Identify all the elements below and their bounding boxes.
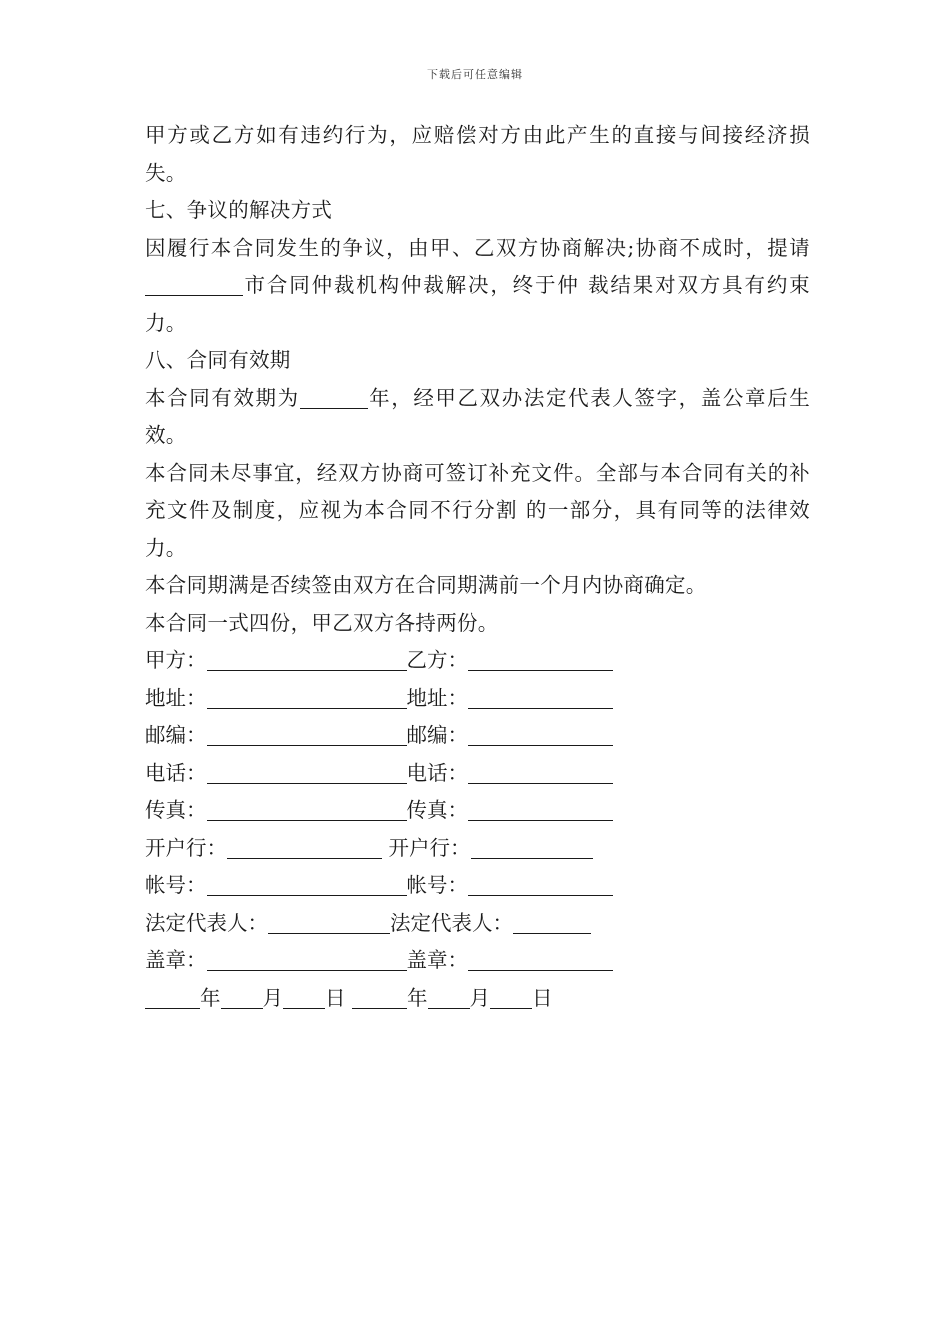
seal-a-label: 盖章：	[145, 948, 207, 972]
phone-a-label: 电话：	[145, 760, 207, 785]
postcode-a-blank[interactable]	[207, 723, 407, 746]
day-b-label: 日	[532, 985, 553, 1010]
field-row-phone	[145, 755, 810, 793]
field-row-bank	[145, 830, 810, 868]
field-row-seal	[145, 942, 810, 980]
validity-clause	[145, 380, 810, 455]
years-blank[interactable]	[300, 386, 368, 409]
dispute-clause	[145, 230, 810, 343]
month-a-blank[interactable]	[221, 986, 263, 1009]
bank-b-blank[interactable]	[471, 836, 593, 859]
month-b-label: 月	[469, 985, 491, 1010]
field-row-fax	[145, 792, 810, 830]
seal-b-blank[interactable]	[468, 948, 613, 971]
phone-a-blank[interactable]	[207, 761, 407, 784]
field-row-postcode	[145, 717, 810, 755]
breach-clause: 甲方或乙方如有违约行为，应赔偿对方由此产生的直接与间接经济损失。	[145, 123, 810, 185]
address-b-blank[interactable]	[468, 686, 613, 709]
fax-a-label: 传真：	[145, 798, 207, 822]
supplement-clause: 本合同未尽事宜，经双方协商可签订补充文件。全部与本合同有关的补充文件及制度，应视为本合同不行分割 的一部分，具有同等的法律效力。	[145, 460, 810, 560]
postcode-a-label: 邮编：	[145, 723, 207, 747]
address-a-label: 地址：	[145, 685, 207, 710]
fax-a-blank[interactable]	[207, 798, 407, 821]
account-a-label: 帐号：	[145, 873, 207, 897]
phone-b-label: 电话：	[406, 760, 468, 785]
bank-a-label: 开户行：	[145, 835, 227, 860]
city-blank[interactable]	[145, 273, 243, 296]
fax-b-label: 传真：	[406, 798, 468, 822]
seal-a-blank[interactable]	[207, 948, 407, 971]
year-a-blank[interactable]	[145, 986, 200, 1009]
validity-clause-text-b: 年，经甲乙双办法定代表人签字，盖公章后生效。	[145, 385, 810, 447]
address-a-blank[interactable]	[207, 686, 407, 709]
date-line	[145, 980, 810, 1018]
copies-clause: 本合同一式四份，甲乙双方各持两份。	[145, 610, 499, 635]
account-a-blank[interactable]	[207, 873, 407, 896]
account-b-label: 帐号：	[406, 873, 468, 897]
representative-a-label: 法定代表人：	[145, 910, 268, 935]
seal-b-label: 盖章：	[406, 948, 468, 972]
section-8-heading: 八、合同有效期	[145, 348, 291, 372]
representative-a-blank[interactable]	[268, 911, 390, 934]
contract-body	[145, 117, 810, 1017]
year-b-blank[interactable]	[352, 986, 407, 1009]
year-a-label: 年	[200, 985, 221, 1010]
postcode-b-blank[interactable]	[468, 723, 613, 746]
postcode-b-label: 邮编：	[406, 723, 468, 747]
field-row-party	[145, 642, 810, 680]
year-b-label: 年	[407, 985, 428, 1010]
party-a-label: 甲方：	[145, 648, 207, 672]
party-a-blank[interactable]	[207, 648, 407, 671]
dispute-clause-text-a: 因履行本合同发生的争议，由甲、乙双方协商解决;协商不成时，提请	[145, 235, 810, 260]
day-a-label: 日	[325, 985, 346, 1010]
representative-b-label: 法定代表人：	[390, 910, 513, 935]
field-row-account	[145, 867, 810, 905]
representative-b-blank[interactable]	[513, 911, 591, 934]
phone-b-blank[interactable]	[468, 761, 613, 784]
validity-clause-text-a: 本合同有效期为	[145, 385, 300, 410]
day-a-blank[interactable]	[283, 986, 325, 1009]
address-b-label: 地址：	[406, 685, 468, 710]
day-b-blank[interactable]	[490, 986, 532, 1009]
dispute-clause-text-b: 市合同仲裁机构仲裁解决，终于仲 裁结果对双方具有约束力。	[145, 273, 810, 335]
field-row-representative	[145, 905, 810, 943]
month-b-blank[interactable]	[428, 986, 470, 1009]
page-header: 下载后可任意编辑	[427, 68, 523, 81]
party-b-label: 乙方：	[406, 648, 468, 672]
bank-a-blank[interactable]	[227, 836, 382, 859]
section-7-heading: 七、争议的解决方式	[145, 198, 333, 222]
bank-b-label: 开户行：	[382, 835, 471, 860]
month-a-label: 月	[262, 985, 283, 1010]
account-b-blank[interactable]	[468, 873, 613, 896]
renewal-clause: 本合同期满是否续签由双方在合同期满前一个月内协商确定。	[145, 573, 707, 597]
fax-b-blank[interactable]	[468, 798, 613, 821]
field-row-address	[145, 680, 810, 718]
party-b-blank[interactable]	[468, 648, 613, 671]
